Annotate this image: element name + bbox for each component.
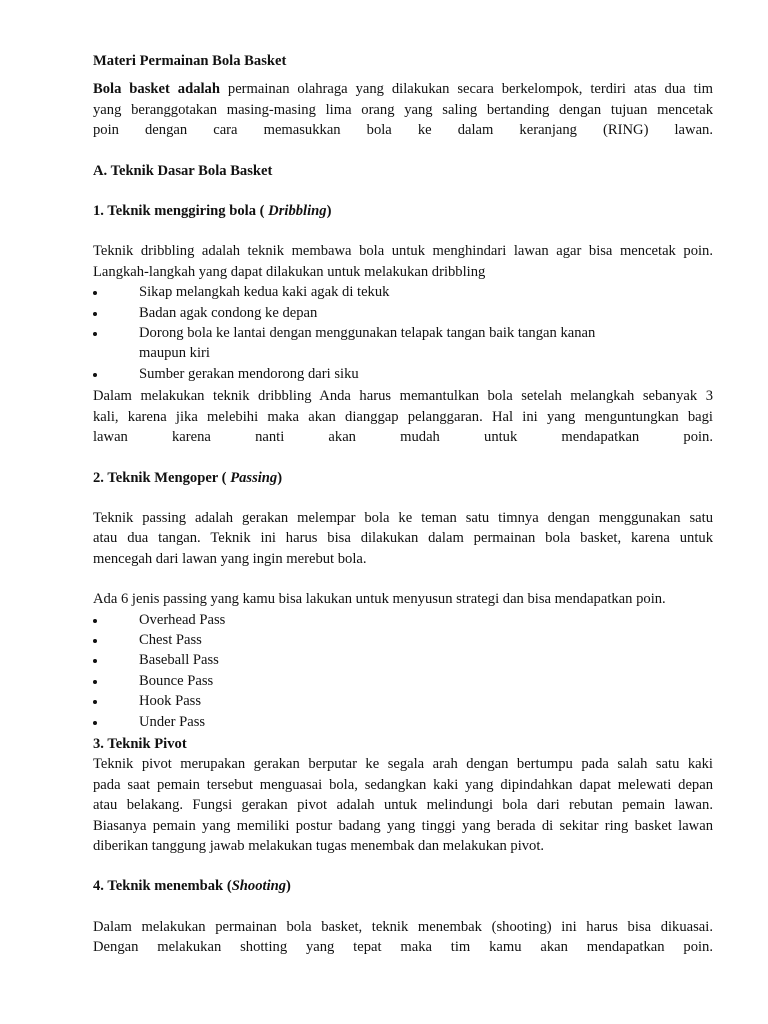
shooting-heading bbox=[93, 876, 713, 896]
list-item bbox=[93, 282, 713, 302]
pivot-line2: pada saat pemain tersebut menguasai bola, sedangkan kaki yang dipindahkan dapat melewati depan bbox=[93, 776, 713, 793]
list-item bbox=[93, 630, 713, 650]
list-item bbox=[93, 303, 713, 323]
section-a-heading: A. Teknik Dasar Bola Basket bbox=[93, 162, 273, 179]
list-item-text: Badan agak condong ke depan bbox=[139, 304, 318, 321]
passing-heading-prefix: 2. Teknik Mengoper ( bbox=[93, 469, 231, 486]
shooting-heading-prefix: 4. Teknik menembak ( bbox=[93, 878, 232, 895]
document-title: Materi Permainan Bola Basket bbox=[93, 53, 287, 69]
list-item-text: Dorong bola ke lantai dengan menggunakan telapak tangan baik tangan kanan bbox=[139, 325, 596, 342]
dribbling-para2-line1: Dalam melakukan teknik dribbling Anda harus memantulkan bola setelah melangkah sebanyak 3 bbox=[93, 388, 713, 405]
document-page bbox=[93, 51, 713, 958]
list-item-text: Hook Pass bbox=[139, 693, 202, 710]
list-item-text-cont: maupun kiri bbox=[139, 345, 210, 362]
list-item bbox=[93, 650, 713, 670]
intro-line-1 bbox=[93, 79, 713, 99]
shooting-line2: Dengan melakukan shotting yang tepat maka tim kamu akan mendapatkan poin. bbox=[93, 939, 713, 956]
list-item bbox=[93, 712, 713, 732]
shooting-line1: Dalam melakukan permainan bola basket, teknik menembak (shooting) ini harus bisa dikuasai. bbox=[93, 918, 713, 935]
dribbling-para2-line2: kali, karena jika melebihi maka akan dianggap pelanggaran. Hal ini yang menguntungkan bagi bbox=[93, 408, 713, 425]
intro-line-3: poin dengan cara memasukkan bola ke dalam keranjang (RING) lawan. bbox=[93, 122, 713, 139]
list-item-text: Under Pass bbox=[139, 713, 206, 730]
intro-paragraph bbox=[93, 79, 713, 140]
list-item-text: Chest Pass bbox=[139, 631, 202, 648]
list-item-text: Baseball Pass bbox=[139, 652, 219, 669]
shooting-heading-italic: Shooting bbox=[231, 878, 287, 895]
pivot-line3: atau belakang. Fungsi gerakan pivot adalah untuk melindungi bola dari rebutan pemain lawan. bbox=[93, 797, 713, 814]
list-item bbox=[93, 691, 713, 711]
pivot-heading: 3. Teknik Pivot bbox=[93, 735, 187, 752]
passing-para1-line3: mencegah dari lawan yang ingin merebut bola. bbox=[93, 550, 367, 567]
list-item bbox=[93, 610, 713, 630]
list-item bbox=[93, 364, 713, 384]
dribbling-para1-line1: Teknik dribbling adalah teknik membawa bola untuk menghindari lawan agar bisa mencetak poin. bbox=[93, 243, 713, 260]
intro-bold-lead: Bola basket adalah bbox=[93, 81, 220, 98]
list-item bbox=[93, 323, 713, 364]
pivot-line4: Biasanya pemain yang memiliki postur badang yang tinggi yang berada di sekitar ring basket lawan bbox=[93, 817, 713, 834]
dribbling-para1-line2: Langkah-langkah yang dapat dilakukan untuk melakukan dribbling bbox=[93, 263, 486, 280]
passing-heading bbox=[93, 468, 713, 488]
dribbling-heading-suffix: ) bbox=[326, 203, 332, 220]
intro-line-1-rest: permainan olahraga yang dilakukan secara berkelompok, terdiri atas dua tim bbox=[219, 81, 713, 98]
list-item bbox=[93, 671, 713, 691]
dribbling-steps-list bbox=[93, 282, 713, 384]
list-item-text: Bounce Pass bbox=[139, 672, 214, 689]
passing-types-list bbox=[93, 610, 713, 732]
pivot-line5: diberikan tanggung jawab melakukan tugas menembak dan melakukan pivot. bbox=[93, 838, 545, 854]
dribbling-heading-prefix: 1. Teknik menggiring bola ( bbox=[93, 203, 269, 220]
passing-para1-line1: Teknik passing adalah gerakan melempar bola ke teman satu timnya dengan menggunakan satu bbox=[93, 509, 713, 526]
dribbling-para2-line3: lawan karena nanti akan mudah untuk mendapatkan poin. bbox=[93, 429, 713, 446]
list-item-text: Overhead Pass bbox=[139, 611, 226, 628]
list-item-text: Sumber gerakan mendorong dari siku bbox=[139, 365, 359, 382]
passing-para2: Ada 6 jenis passing yang kamu bisa lakukan untuk menyusun strategi dan bisa mendapatkan poin. bbox=[93, 591, 666, 608]
list-item-text: Sikap melangkah kedua kaki agak di tekuk bbox=[139, 284, 390, 301]
intro-line-2: yang beranggotakan masing-masing lima orang yang saling bertanding dengan tujuan mencetak bbox=[93, 101, 713, 118]
passing-para1-line2: atau dua tangan. Teknik ini harus bisa dilakukan dalam permainan bola basket, karena untuk bbox=[93, 530, 713, 547]
pivot-line1: Teknik pivot merupakan gerakan berputar ke segala arah dengan bertumpu pada salah satu kaki bbox=[93, 756, 713, 773]
passing-heading-italic: Passing bbox=[230, 469, 278, 486]
passing-heading-suffix: ) bbox=[277, 469, 283, 486]
shooting-heading-suffix: ) bbox=[286, 878, 291, 895]
dribbling-heading bbox=[93, 201, 713, 221]
dribbling-heading-italic: Dribbling bbox=[268, 203, 327, 220]
